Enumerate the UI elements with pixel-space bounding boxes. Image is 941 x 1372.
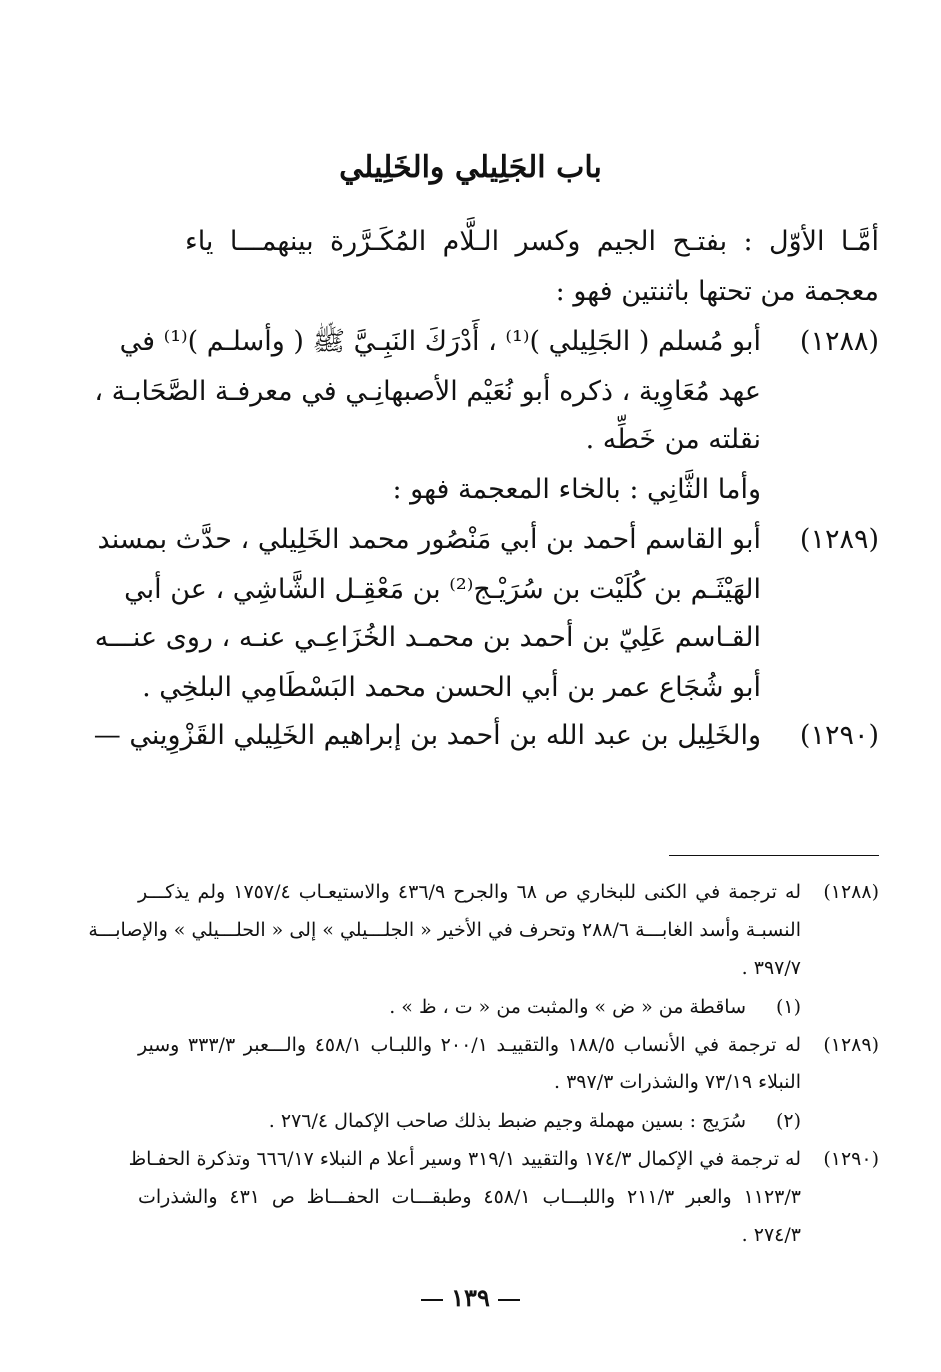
chapter-title: باب الجَلِيلي والخَلِيلي	[339, 150, 602, 185]
entry-number: (١٢٩٠)	[799, 720, 879, 751]
entry-line: الهَيْثَـم بن كُلَيْت بن سُرَيْـج⁽²⁾ بن مَعْقِـل الشَّاشِي ، عن أبي	[124, 574, 761, 605]
footnote-line: ٣٩٧/٧ .	[741, 957, 801, 979]
intro-line: معجمة من تحتها باثنتين فهو :	[555, 276, 879, 307]
intro-line: أمَّـا الأوّل : بفتـح الجيم وكسر الـلَّام المُكَـرَّرة بينهمـــا ياء	[185, 226, 879, 257]
entry-number: (١٢٨٩)	[799, 524, 879, 555]
footnote-label: (١٢٩٠)	[823, 1148, 879, 1170]
footnote-line: له ترجمة في الكنى للبخاري ص ٦٨ والجرح ٤٣٦/٩ والاستيعـاب ١٧٥٧/٤ ولم يذكـــر	[138, 881, 801, 903]
footnote-line: ١١٢٣/٣ والعبر ٢١١/٣ واللبـــاب ٤٥٨/١ وطبقـــات الحفـــاظ ص ٤٣١ والشذرات	[138, 1186, 801, 1208]
footnote-label: (١٢٨٨)	[823, 881, 879, 903]
entry-line: والخَلِيل بن عبد الله بن أحمد بن إبراهيم الخَلِيلي القَزْوِيني —	[93, 720, 761, 751]
footnote-line: النبلاء ٧٣/١٩ والشذرات ٣٩٧/٣ .	[553, 1071, 801, 1093]
footnote-label: (٢)	[775, 1110, 801, 1132]
footnote-line: ٢٧٤/٣ .	[741, 1224, 801, 1246]
page-number	[0, 1283, 941, 1312]
entry-line: أبو شُجَاع عمر بن أبي الحسن محمد البَسْطَامِي البلخِي .	[142, 672, 761, 703]
footnote-line: له ترجمة في الإكمال ١٧٤/٣ والتقييد ٣١٩/١ وسير أعلا م النبلاء ٦٦٦/١٧ وتذكرة الحفـاظ	[128, 1148, 801, 1170]
footnote-line: النسبـة وأسد الغابـــة ٢٨٨/٦ وتحرف في الأخير « الجلـــيلي » إلى « الحلـــيلي » والإصابـــة	[88, 919, 801, 941]
entry-line: القـاسم عَلِيّ بن أحمد بن محمـد الخُزَاعِـي عنـه ، روى عنـــه	[94, 622, 761, 653]
page-number-value: ١٣٩	[451, 1283, 490, 1312]
footnote-line: سُرَيج : بسين مهملة وجيم ضبط بذلك صاحب الإكمال ٢٧٦/٤ .	[268, 1110, 746, 1132]
footnote-line: له ترجمة في الأنساب ١٨٨/٥ والتقييـد ٢٠٠/١ واللبـاب ٤٥٨/١ والـــعبر ٣٣٣/٣ وسير	[138, 1034, 801, 1056]
footnote-separator	[669, 855, 879, 856]
section-heading: وأما الثَّانِي : بالخاء المعجمة فهو :	[392, 474, 761, 505]
entry-line: نقلته من خَطِّه .	[585, 424, 761, 455]
entry-line: أبو مُسلم ( الجَلِيلي )⁽¹⁾ ، أَدْرَكَ النَبِـيَّ ﷺ ( وأسلـم )⁽¹⁾ في	[119, 326, 761, 357]
entry-number: (١٢٨٨)	[799, 326, 879, 357]
page-number-dash	[498, 1299, 520, 1301]
footnote-label: (١)	[775, 996, 801, 1018]
entry-line: عهد مُعَاوِية ، ذكره أبو نُعَيْم الأصبهانِـي في معرفـة الصَّحَابـة ،	[94, 376, 761, 407]
footnote-label: (١٢٨٩)	[823, 1034, 879, 1056]
footnote-line: ساقطة من « ض » والمثبت من « ت ، ظ » .	[389, 996, 746, 1018]
page-number-dash	[421, 1299, 443, 1301]
entry-line: أبو القاسم أحمد بن أبي مَنْصُور محمد الخَلِيلي ، حدَّث بمسند	[97, 524, 761, 555]
